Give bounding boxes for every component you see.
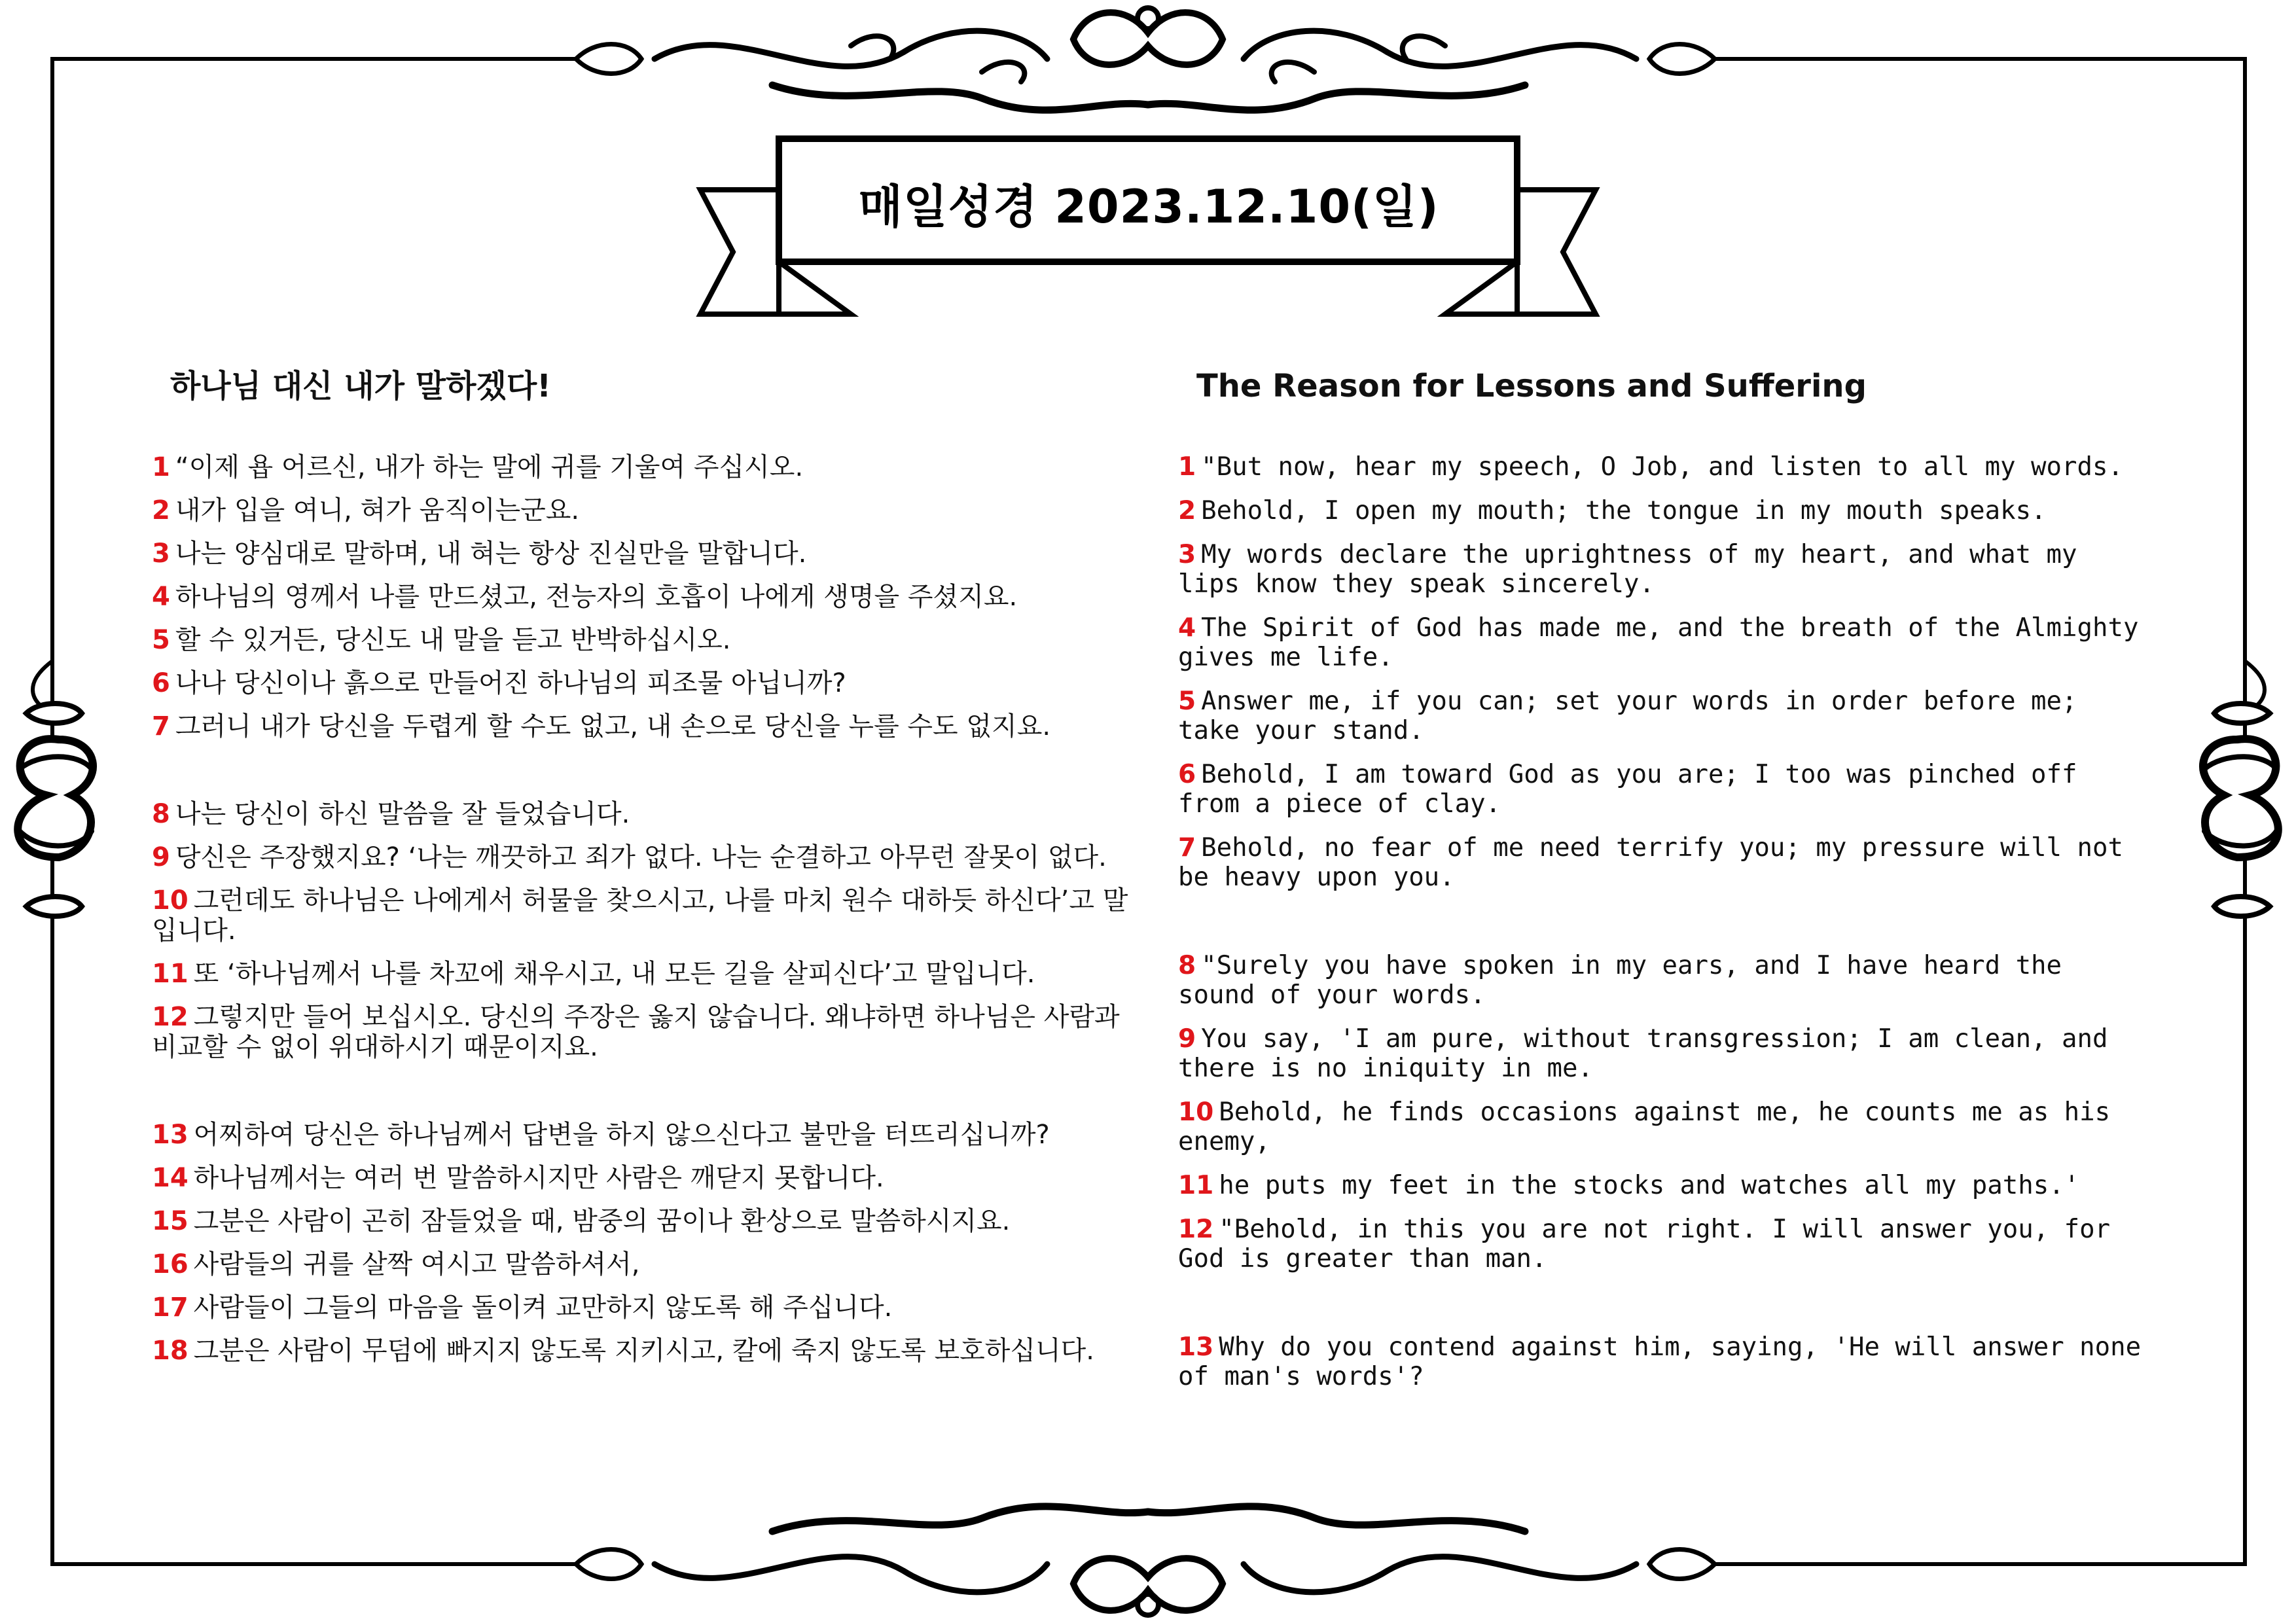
- verse: [152, 1163, 1134, 1193]
- verse: [152, 1336, 1134, 1366]
- verse: [152, 582, 1134, 612]
- verse-text: "Surely you have spoken in my ears, and I have heard the sound of your words.: [1178, 951, 2062, 1010]
- verse-text: 그분은 사람이 무덤에 빠지지 않도록 지키시고, 칼에 죽지 않도록 보호하십니다.: [193, 1336, 1095, 1366]
- verse: [1178, 540, 2153, 599]
- verse-text: Answer me, if you can; set your words in order before me; take your stand.: [1178, 687, 2077, 745]
- verse-text: 사람들의 귀를 살짝 여시고 말씀하셔서,: [193, 1249, 640, 1279]
- page-title: 매일성경 2023.12.10(일): [858, 179, 1439, 234]
- left-ornament: [18, 704, 93, 916]
- verse-number: 1: [1178, 452, 1196, 482]
- verse-number: 9: [152, 842, 170, 872]
- verse-number: 11: [152, 959, 188, 989]
- paragraph-gap: [1178, 1288, 2153, 1332]
- verse-text: Behold, no fear of me need terrify you; my pressure will not be heavy upon you.: [1178, 833, 2123, 892]
- verse-text: 그런데도 하나님은 나에게서 허물을 찾으시고, 나를 마치 원수 대하듯 하신다’고 말입니다.: [152, 885, 1128, 946]
- verse: [152, 842, 1134, 872]
- verse-text: 그러니 내가 당신을 두렵게 할 수도 없고, 내 손으로 당신을 누를 수도 없지요.: [175, 711, 1051, 741]
- verse-number: 12: [1178, 1215, 1214, 1244]
- verse: [1178, 687, 2153, 745]
- verse-number: 2: [1178, 496, 1196, 526]
- verse-number: 9: [1178, 1024, 1196, 1054]
- verse-text: You say, 'I am pure, without transgression; I am clean, and there is no iniquity in me.: [1178, 1024, 2108, 1083]
- verse: [152, 668, 1134, 698]
- verse-text: 사람들이 그들의 마음을 돌이켜 교만하지 않도록 해 주십니다.: [193, 1293, 893, 1323]
- verse-number: 4: [1178, 613, 1196, 643]
- verse-text: 나나 당신이나 흙으로 만들어진 하나님의 피조물 아닙니까?: [175, 668, 846, 698]
- verse-number: 1: [152, 452, 170, 482]
- verse: [1178, 1097, 2153, 1156]
- verse: [1178, 951, 2153, 1010]
- verse-number: 4: [152, 582, 170, 612]
- verse-text: Why do you contend against him, saying, 'He will answer none of man's words'?: [1178, 1332, 2142, 1391]
- verse-number: 13: [152, 1120, 188, 1150]
- verse-number: 11: [1178, 1171, 1214, 1200]
- verse: [152, 1206, 1134, 1236]
- verse: [1178, 1171, 2153, 1200]
- verse-text: 당신은 주장했지요? ‘나는 깨끗하고 죄가 없다. 나는 순결하고 아무런 잘못이 없다.: [175, 842, 1107, 872]
- verse-text: 그분은 사람이 곤히 잠들었을 때, 밤중의 꿈이나 환상으로 말씀하시지요.: [193, 1206, 1011, 1236]
- korean-verses: [152, 452, 1134, 1366]
- verse-number: 17: [152, 1293, 188, 1323]
- verse-number: 5: [1178, 687, 1196, 716]
- verse-text: 하나님께서는 여러 번 말씀하시지만 사람은 깨닫지 못합니다.: [193, 1163, 884, 1193]
- verse-number: 7: [1178, 833, 1196, 863]
- korean-heading: 하나님 대신 내가 말하겠다!: [170, 368, 552, 404]
- verse-text: 하나님의 영께서 나를 만드셨고, 전능자의 호흡이 나에게 생명을 주셨지요.: [175, 582, 1018, 612]
- verse: [152, 1002, 1134, 1062]
- verse-text: he puts my feet in the stocks and watches all my paths.': [1219, 1171, 2080, 1200]
- verse-text: 할 수 있거든, 당신도 내 말을 듣고 반박하십시오.: [175, 625, 731, 655]
- verse-text: 어찌하여 당신은 하나님께서 답변을 하지 않으신다고 불만을 터뜨리십니까?: [193, 1120, 1050, 1150]
- verse: [152, 885, 1134, 946]
- english-verses: [1178, 452, 2153, 1391]
- verse-number: 3: [152, 539, 170, 569]
- verse-text: My words declare the uprightness of my heart, and what my lips know they speak sincerely.: [1178, 540, 2077, 599]
- verse-number: 3: [1178, 540, 1196, 569]
- verse: [1178, 452, 2153, 482]
- verse-text: 나는 당신이 하신 말씀을 잘 들었습니다.: [175, 799, 630, 829]
- verse-number: 7: [152, 711, 170, 741]
- verse: [1178, 1215, 2153, 1274]
- verse: [152, 1249, 1134, 1279]
- verse: [1178, 1332, 2153, 1391]
- verse: [152, 539, 1134, 569]
- verse-number: 16: [152, 1249, 188, 1279]
- verse-text: "Behold, in this you are not right. I will answer you, for God is greater than man.: [1178, 1215, 2111, 1274]
- verse-number: 5: [152, 625, 170, 655]
- verse-number: 8: [152, 799, 170, 829]
- verse-text: The Spirit of God has made me, and the breath of the Almighty gives me life.: [1178, 613, 2139, 672]
- verse: [1178, 496, 2153, 526]
- verse: [152, 711, 1134, 741]
- verse: [152, 799, 1134, 829]
- verse: [1178, 760, 2153, 819]
- right-ornament: [2203, 704, 2278, 916]
- verse-text: 내가 입을 여니, 혀가 움직이는군요.: [175, 495, 580, 526]
- verse-number: 12: [152, 1002, 188, 1032]
- verse-text: Behold, I open my mouth; the tongue in my mouth speaks.: [1201, 496, 2047, 526]
- verse-text: Behold, I am toward God as you are; I too was pinched off from a piece of clay.: [1178, 760, 2077, 819]
- english-column: [1178, 363, 2153, 1406]
- verse: [152, 452, 1134, 482]
- verse-number: 6: [152, 668, 170, 698]
- bottom-flourish: [576, 1507, 1715, 1615]
- verse: [152, 1293, 1134, 1323]
- verse-number: 10: [1178, 1097, 1214, 1127]
- verse-number: 15: [152, 1206, 188, 1236]
- paragraph-gap: [152, 755, 1134, 799]
- verse: [1178, 1024, 2153, 1083]
- paragraph-gap: [1178, 906, 2153, 951]
- verse-number: 18: [152, 1336, 188, 1366]
- verse-text: 나는 양심대로 말하며, 내 혀는 항상 진실만을 말합니다.: [175, 539, 807, 569]
- verse-text: 그렇지만 들어 보십시오. 당신의 주장은 옳지 않습니다. 왜냐하면 하나님은 사람과 비교할 수 없이 위대하시기 때문이지요.: [152, 1002, 1120, 1062]
- verse-number: 13: [1178, 1332, 1214, 1362]
- verse: [1178, 613, 2153, 672]
- top-flourish: [576, 8, 1715, 110]
- korean-column: [152, 363, 1134, 1379]
- verse-number: 6: [1178, 760, 1196, 789]
- verse-number: 2: [152, 495, 170, 526]
- verse: [152, 625, 1134, 655]
- verse-text: “이제 욥 어르신, 내가 하는 말에 귀를 기울여 주십시오.: [175, 452, 804, 482]
- verse-number: 8: [1178, 951, 1196, 980]
- verse: [152, 495, 1134, 526]
- verse-text: 또 ‘하나님께서 나를 차꼬에 채우시고, 내 모든 길을 살피신다’고 말입니다.: [193, 959, 1035, 989]
- verse: [1178, 833, 2153, 892]
- verse-text: Behold, he finds occasions against me, he counts me as his enemy,: [1178, 1097, 2111, 1156]
- verse: [152, 1120, 1134, 1150]
- verse-number: 10: [152, 885, 188, 916]
- verse-number: 14: [152, 1163, 188, 1193]
- paragraph-gap: [152, 1075, 1134, 1120]
- english-heading: The Reason for Lessons and Suffering: [1196, 368, 1867, 404]
- verse: [152, 959, 1134, 989]
- verse-text: "But now, hear my speech, O Job, and listen to all my words.: [1201, 452, 2123, 482]
